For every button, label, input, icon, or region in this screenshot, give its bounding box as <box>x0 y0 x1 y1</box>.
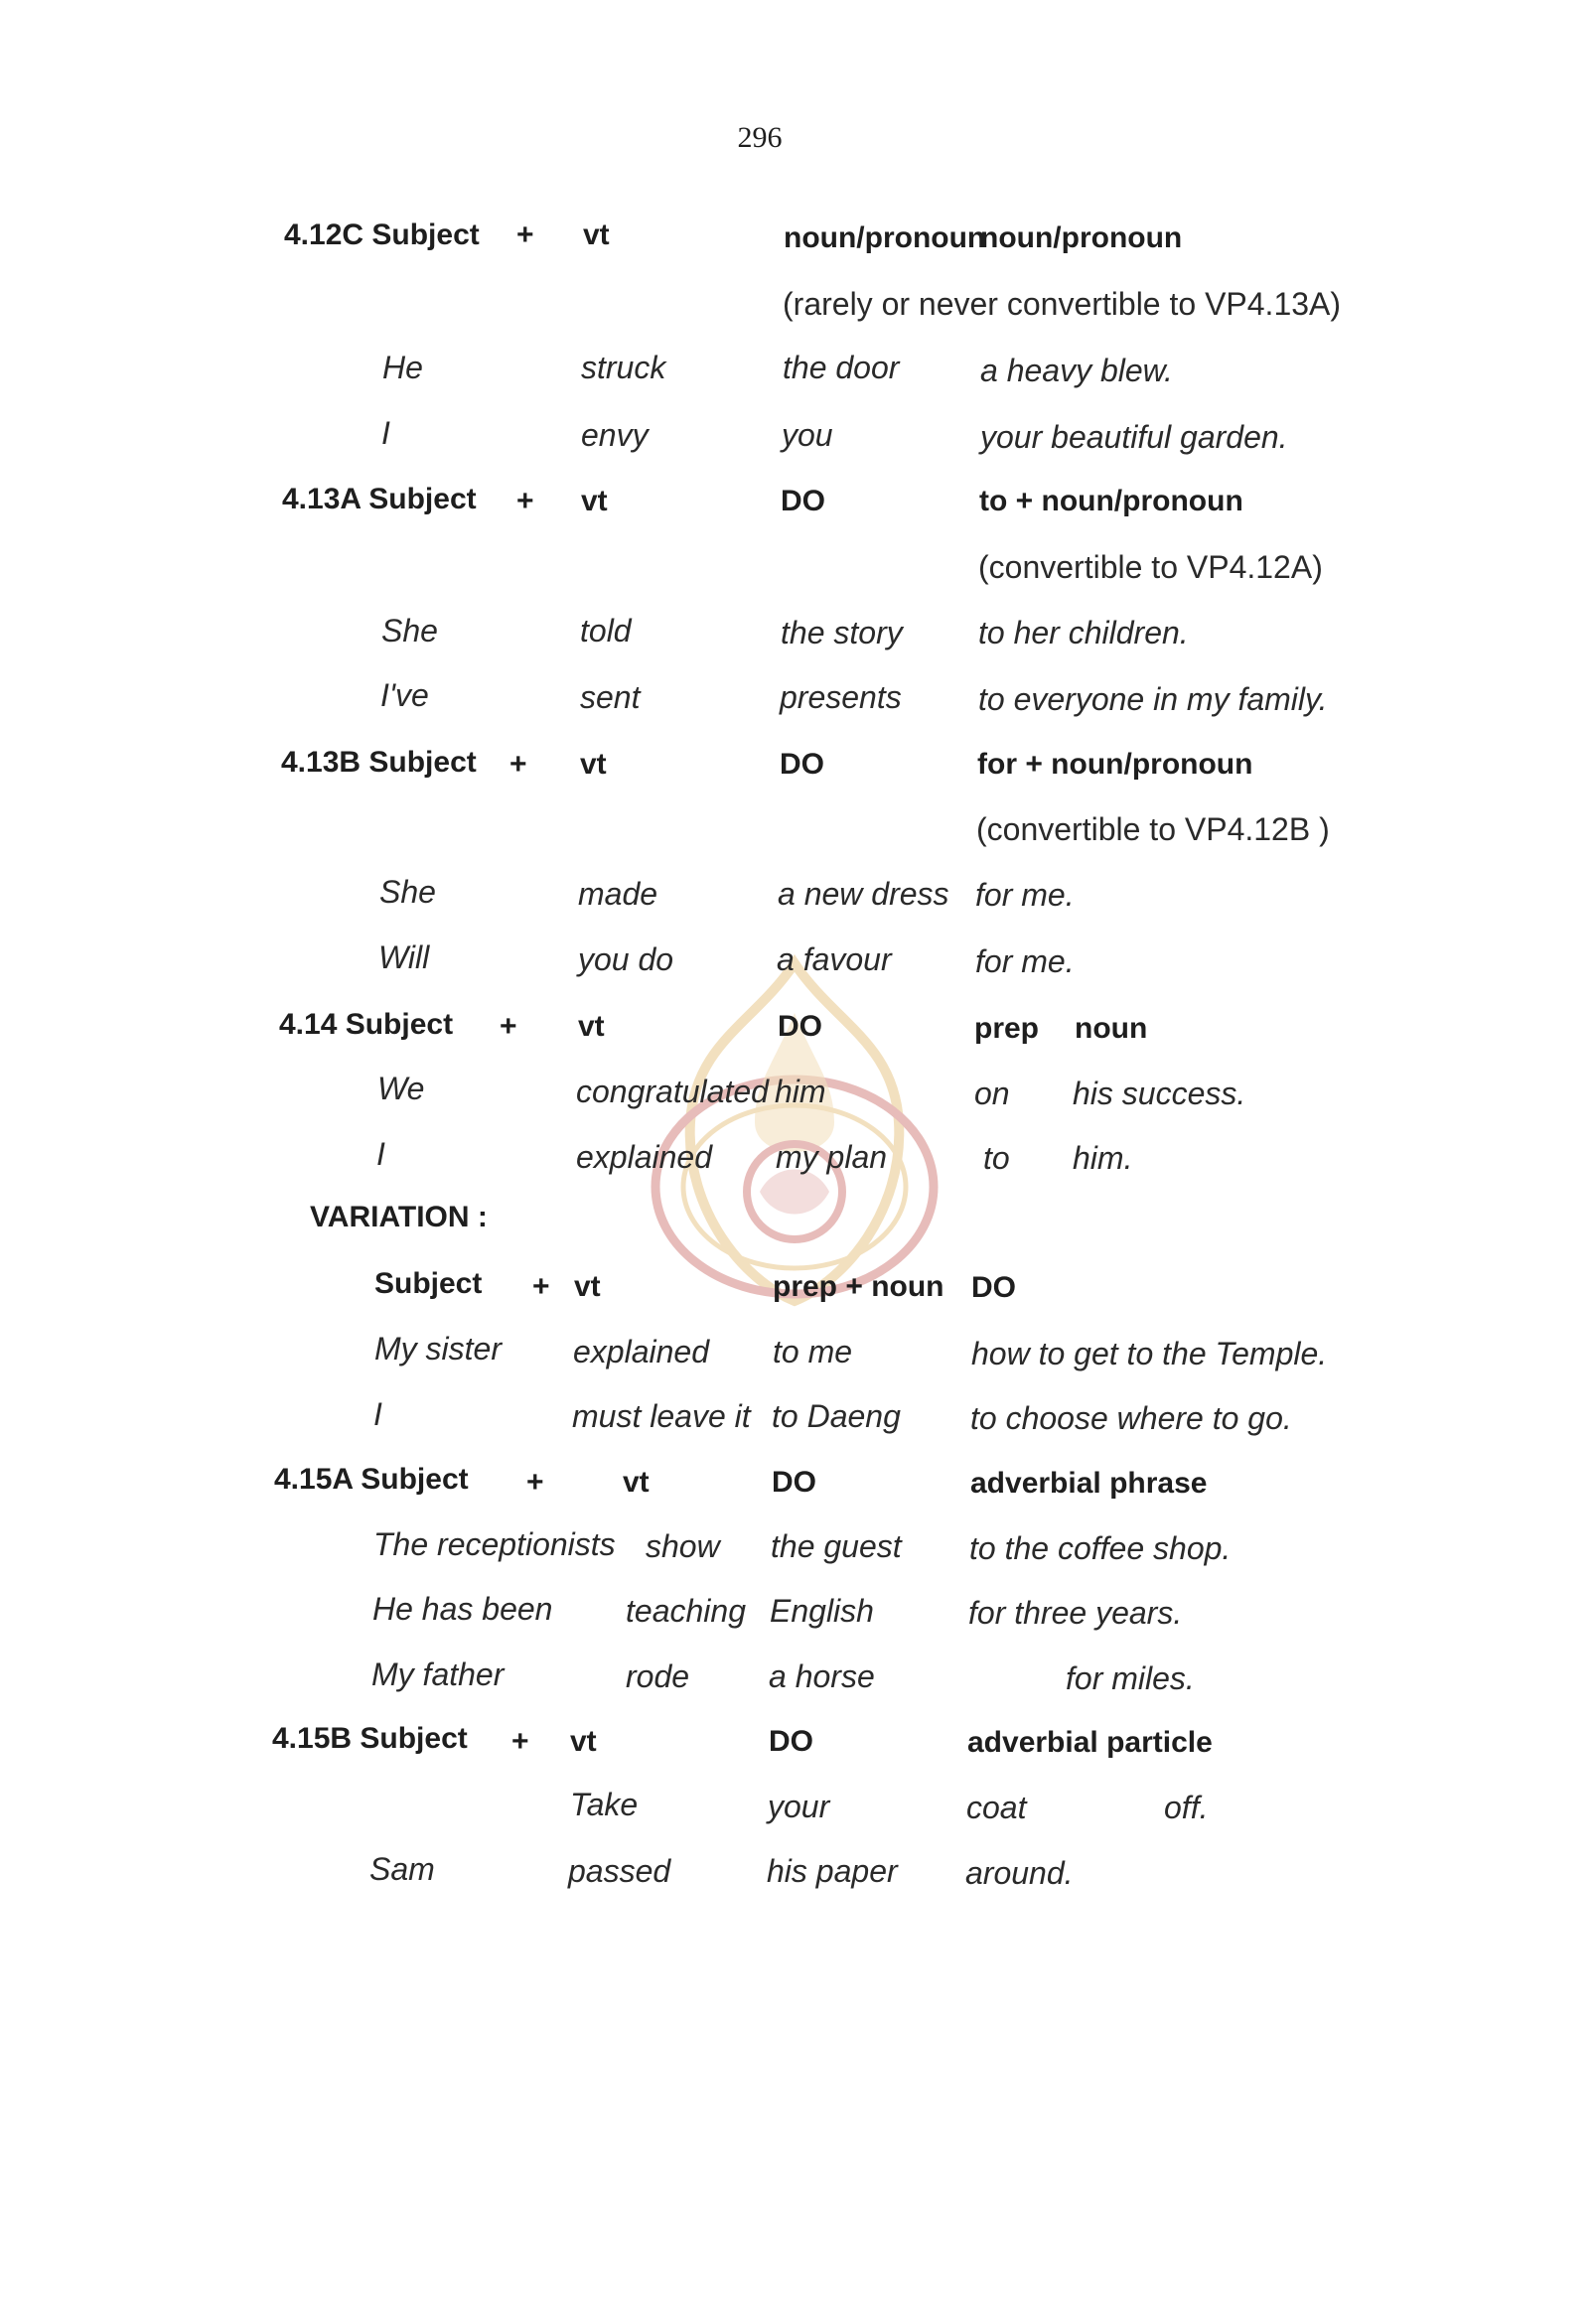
col3-heading: noun/pronoun <box>784 221 986 254</box>
col5-heading: noun <box>1075 1012 1148 1045</box>
convertibility-note: (rarely or never convertible to VP4.13A) <box>783 286 1342 322</box>
example-object: to Daeng <box>772 1398 901 1434</box>
example-subject: I <box>373 1396 382 1432</box>
example-verb: must leave it <box>572 1398 751 1434</box>
col3-heading: DO <box>780 748 824 781</box>
plus-sign: + <box>511 1725 529 1758</box>
example-complement: him. <box>1073 1140 1133 1176</box>
example-verb: Take <box>570 1787 639 1822</box>
example-object: your <box>768 1789 830 1824</box>
example-verb: rode <box>626 1658 690 1694</box>
example-subject: My father <box>371 1656 505 1692</box>
example-complement: for me. <box>975 877 1075 913</box>
example-preposition: to <box>983 1140 1010 1176</box>
example-complement: for me. <box>975 943 1075 979</box>
verb-label: vt <box>583 218 610 251</box>
example-verb: congratulated <box>576 1074 769 1109</box>
verb-label: vt <box>580 748 607 781</box>
pattern-label: 4.13A Subject <box>282 483 477 515</box>
example-verb: show <box>646 1528 720 1564</box>
col3-heading: DO <box>772 1466 816 1499</box>
example-verb: struck <box>581 350 666 385</box>
example-complement: for miles. <box>1066 1660 1195 1696</box>
example-object: you <box>782 417 833 453</box>
example-object: a favour <box>777 941 892 977</box>
example-verb: told <box>580 613 632 648</box>
plus-sign: + <box>526 1466 544 1499</box>
col4-heading: adverbial particle <box>967 1726 1213 1759</box>
example-subject: We <box>377 1071 425 1106</box>
example-object: presents <box>780 679 902 715</box>
variation-heading: VARIATION : <box>310 1201 488 1233</box>
example-subject: Sam <box>369 1851 435 1887</box>
example-verb: explained <box>576 1139 712 1175</box>
col4-heading: for + noun/pronoun <box>977 748 1253 781</box>
verb-label: vt <box>574 1270 601 1303</box>
example-particle: around. <box>965 1855 1074 1891</box>
example-complement: to everyone in my family. <box>978 681 1328 717</box>
convertibility-note: (convertible to VP4.12A) <box>978 549 1323 585</box>
example-particle: off. <box>1164 1790 1209 1825</box>
example-complement: to the coffee shop. <box>969 1530 1232 1566</box>
example-verb: explained <box>573 1334 709 1369</box>
pattern-label: 4.15B Subject <box>272 1722 468 1755</box>
example-object: the door <box>783 350 900 385</box>
example-subject: She <box>381 613 438 648</box>
example-subject: I <box>376 1136 385 1172</box>
example-object: a new dress <box>778 876 949 912</box>
example-subject: She <box>379 874 436 910</box>
example-object: English <box>770 1593 874 1629</box>
example-verb: made <box>578 876 658 912</box>
example-object: to me <box>773 1334 853 1369</box>
col3-heading: DO <box>769 1725 813 1758</box>
example-object: the story <box>781 615 903 650</box>
example-complement: for three years. <box>968 1595 1183 1631</box>
example-subject: I've <box>380 677 429 713</box>
example-subject: Will <box>378 939 430 975</box>
example-complement: how to get to the Temple. <box>971 1336 1328 1371</box>
example-complement: your beautiful garden. <box>980 419 1288 455</box>
verb-label: vt <box>581 485 608 517</box>
example-complement: to her children. <box>978 615 1189 650</box>
example-verb: teaching <box>626 1593 746 1629</box>
plus-sign: + <box>516 218 534 251</box>
page-number: 296 <box>737 121 783 154</box>
example-object: him <box>775 1074 826 1109</box>
example-subject: He has been <box>372 1591 553 1627</box>
col4-heading: prep <box>974 1012 1040 1045</box>
verb-label: vt <box>623 1466 650 1499</box>
col4-heading: DO <box>971 1271 1016 1304</box>
convertibility-note: (convertible to VP4.12B ) <box>976 811 1330 847</box>
example-preposition: on <box>974 1076 1010 1111</box>
example-complement: to choose where to go. <box>970 1400 1292 1436</box>
verb-label: vt <box>578 1010 605 1043</box>
variation-subject-heading: Subject <box>374 1267 483 1300</box>
example-verb: passed <box>568 1853 671 1889</box>
col4-heading: adverbial phrase <box>970 1467 1208 1500</box>
plus-sign: + <box>500 1010 517 1043</box>
example-verb: you do <box>578 941 674 977</box>
col4-heading: to + noun/pronoun <box>979 485 1243 517</box>
example-subject: The receptionists <box>373 1526 616 1562</box>
plus-sign: + <box>532 1270 550 1303</box>
pattern-label: 4.15A Subject <box>274 1463 469 1496</box>
plus-sign: + <box>516 485 534 517</box>
example-verb: envy <box>581 417 649 453</box>
col3-heading: DO <box>781 485 825 517</box>
example-subject: My sister <box>374 1331 502 1367</box>
example-complement: coat <box>966 1790 1027 1825</box>
pattern-label: 4.13B Subject <box>281 746 477 779</box>
example-subject: He <box>382 350 423 385</box>
verb-label: vt <box>570 1725 597 1758</box>
example-object: the guest <box>771 1528 902 1564</box>
example-object: a horse <box>769 1658 875 1694</box>
plus-sign: + <box>509 748 527 781</box>
example-subject: I <box>381 415 390 451</box>
col3-heading: DO <box>778 1010 822 1043</box>
example-complement: a heavy blew. <box>980 353 1173 388</box>
pattern-label: 4.14 Subject <box>279 1008 454 1041</box>
example-object: his paper <box>767 1853 898 1889</box>
example-verb: sent <box>580 679 641 715</box>
example-object: my plan <box>776 1139 888 1175</box>
col4-heading: noun/pronoun <box>980 221 1183 254</box>
pattern-label: 4.12C Subject <box>284 218 480 251</box>
col3-heading: prep + noun <box>773 1270 944 1303</box>
example-complement: his success. <box>1073 1076 1246 1111</box>
